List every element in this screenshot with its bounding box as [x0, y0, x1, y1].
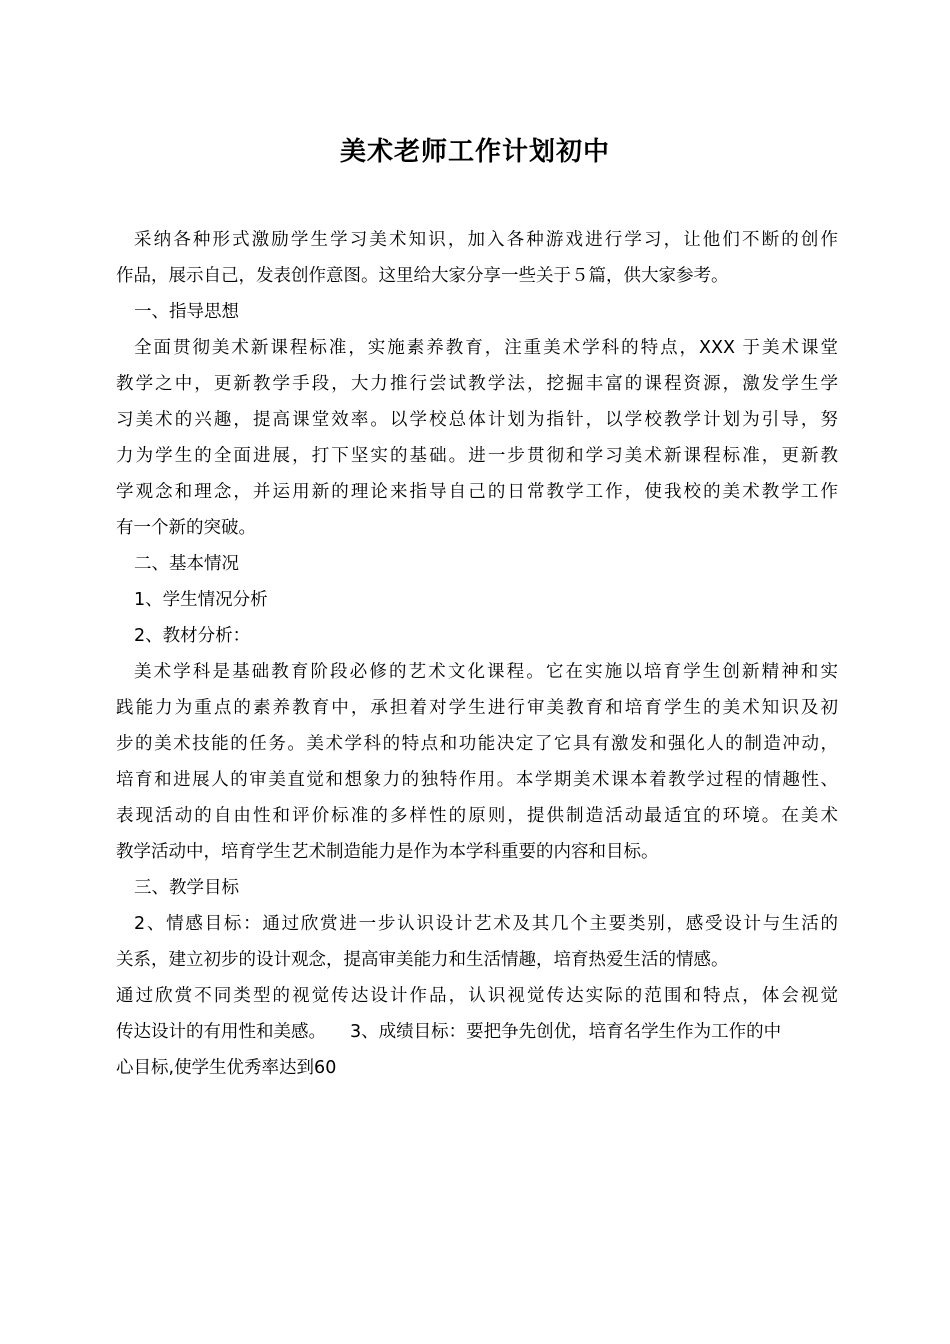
- paragraph-line: 教学活动中，培育学生艺术制造能力是作为本学科重要的内容和目标。: [116, 842, 659, 862]
- paragraph-line: 教学之中，更新教学手段，大力推行尝试教学法，挖掘丰富的课程资源，激发学生学: [116, 374, 838, 394]
- document-body: [116, 222, 838, 1086]
- section-heading: 二、基本情况: [134, 554, 239, 574]
- paragraph-line: 作品，展示自己，发表创作意图。这里给大家分享一些关于５篇，供大家参考。: [116, 266, 729, 286]
- paragraph-line: 践能力为重点的素养教育中，承担着对学生进行审美教育和培育学生的美术知识及初: [116, 698, 838, 718]
- paragraph-line: 表现活动的自由性和评价标准的多样性的原则，提供制造活动最适宜的环境。在美术: [116, 806, 838, 826]
- subsection-heading: 1、学生情况分析: [134, 590, 268, 610]
- paragraph-line: 培育和进展人的审美直觉和想象力的独特作用。本学期美术课本着教学过程的情趣性、: [116, 770, 838, 790]
- section-heading: 一、指导思想: [134, 302, 239, 322]
- section-heading: 三、教学目标: [134, 878, 239, 898]
- subsection-heading: 2、教材分析：: [134, 626, 251, 646]
- paragraph-line: 习美术的兴趣，提高课堂效率。以学校总体计划为指针，以学校教学计划为引导，努: [116, 410, 838, 430]
- paragraph-line: 通过欣赏不同类型的视觉传达设计作品，认识视觉传达实际的范围和特点，体会视觉: [116, 986, 838, 1006]
- paragraph-fragment: 3、成绩目标：要把争先创优，培育名学生作为工作的中: [350, 1022, 782, 1042]
- paragraph-line: [116, 1014, 838, 1050]
- paragraph-line: 2、情感目标：通过欣赏进一步认识设计艺术及其几个主要类别，感受设计与生活的: [134, 914, 838, 934]
- paragraph-line: 采纳各种形式激励学生学习美术知识，加入各种游戏进行学习，让他们不断的创作: [134, 230, 838, 250]
- paragraph-line: 全面贯彻美术新课程标准，实施素养教育，注重美术学科的特点，XXX 于美术课堂: [134, 338, 838, 358]
- paragraph-line: 学观念和理念，并运用新的理论来指导自己的日常教学工作，使我校的美术教学工作: [116, 482, 838, 502]
- paragraph-fragment: 传达设计的有用性和美感。: [116, 1022, 326, 1042]
- paragraph-line: 力为学生的全面进展，打下坚实的基础。进一步贯彻和学习美术新课程标准，更新教: [116, 446, 838, 466]
- paragraph-line: 美术学科是基础教育阶段必修的艺术文化课程。它在实施以培育学生创新精神和实: [134, 662, 838, 682]
- paragraph-line: 有一个新的突破。: [116, 518, 256, 538]
- paragraph-line: 关系，建立初步的设计观念，提高审美能力和生活情趣，培育热爱生活的情感。: [116, 950, 729, 970]
- paragraph-line: 心目标,使学生优秀率达到60: [116, 1058, 337, 1078]
- page-title: 美术老师工作计划初中: [339, 137, 610, 167]
- paragraph-line: 步的美术技能的任务。美术学科的特点和功能决定了它具有激发和强化人的制造冲动，: [116, 734, 838, 754]
